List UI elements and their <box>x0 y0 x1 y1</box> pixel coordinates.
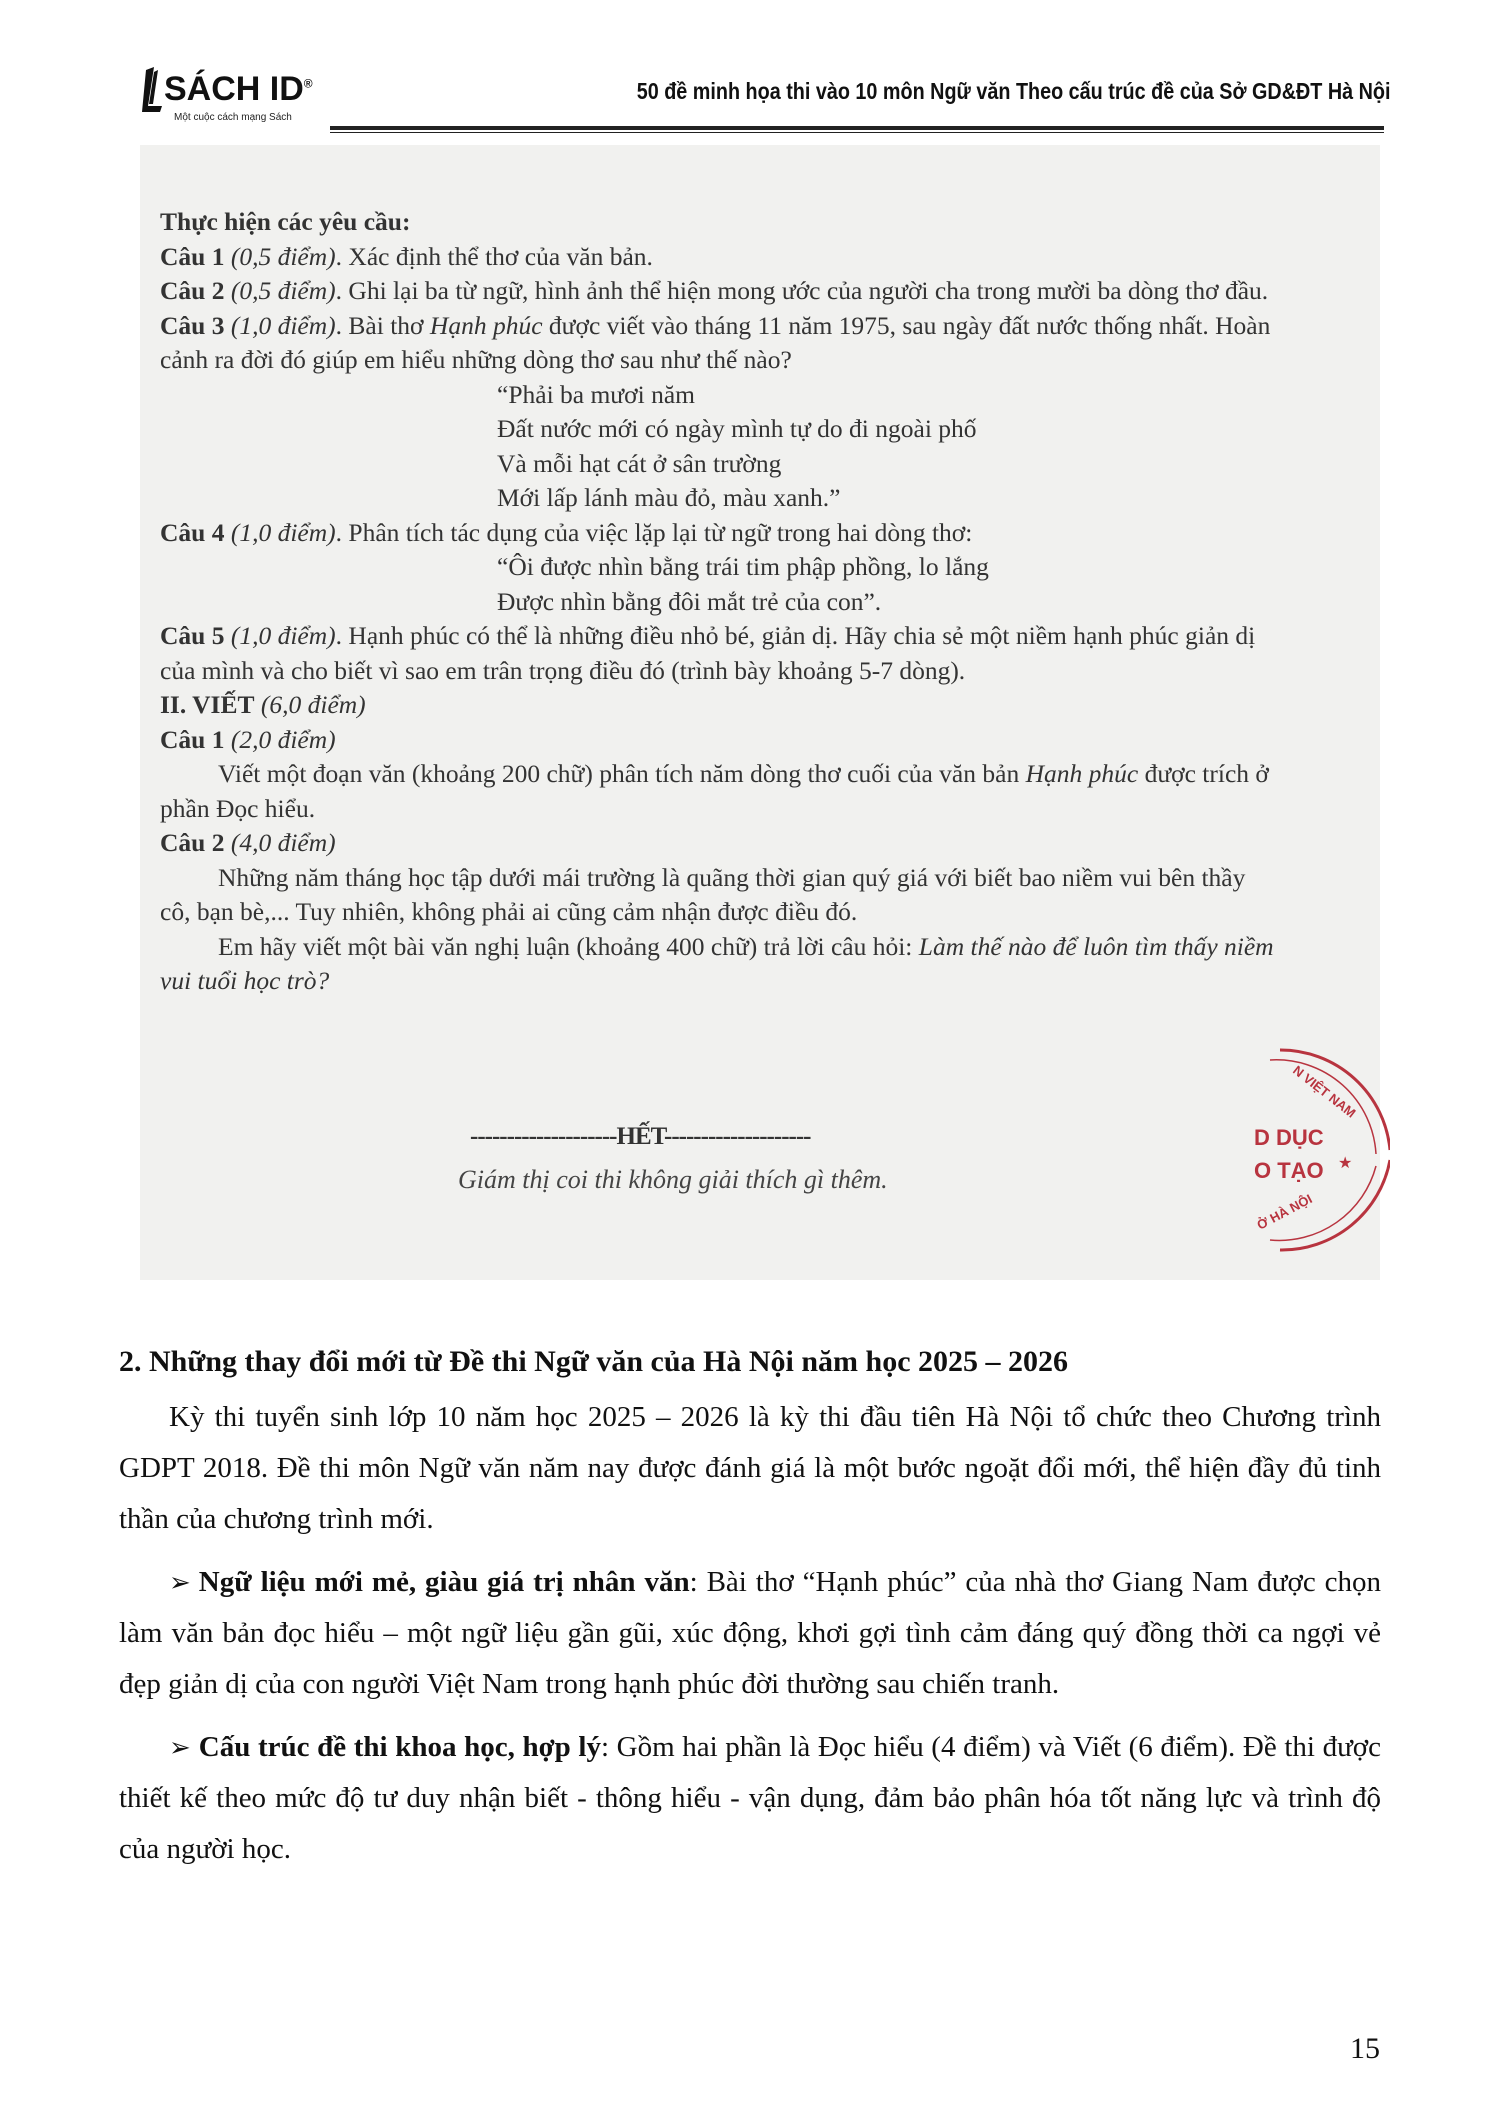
writing-question-1-text: Viết một đoạn văn (khoảng 200 chữ) phân tích năm dòng thơ cuối của văn bản Hạnh phúc được trích ở phần Đọc hiểu. <box>160 759 1269 823</box>
writing-question-2-para-2: Em hãy viết một bài văn nghị luận (khoảng 400 chữ) trả lời câu hỏi: Làm thế nào để luôn tìm thấy niềm vui tuổi học trò? <box>160 931 1274 995</box>
poem-line: Được nhìn bằng đôi mắt trẻ của con”. <box>497 586 882 616</box>
proctor-note: Giám thị coi thi không giải thích gì thêm. <box>458 1165 888 1194</box>
writing-question-2-para-1: Những năm tháng học tập dưới mái trường là quãng thời gian quý giá với biết bao niềm vui bên thầy cô, bạn bè,... Tuy nhiên, không phải ai cũng cảm nhận được điều đó. <box>160 862 1246 926</box>
official-seal-stamp <box>1240 1030 1390 1260</box>
question-2: Câu 2 (0,5 điểm). Ghi lại ba từ ngữ, hình ảnh thể hiện mong ước của người cha trong mười ba dòng thơ đầu. <box>160 276 1269 305</box>
logo-slogan: Một cuộc cách mạng Sách <box>174 112 292 123</box>
question-1: Câu 1 (0,5 điểm). Xác định thể thơ của văn bản. <box>160 241 653 271</box>
article-section <box>119 1340 1381 1887</box>
page-number: 15 <box>1350 2032 1380 2065</box>
poem-line: Và mỗi hạt cát ở sân trường <box>497 448 782 478</box>
end-marker: --------------------HẾT-------------------- <box>470 1123 811 1150</box>
page-header <box>0 0 1496 140</box>
poem-line: Đất nước mới có ngày mình tự do đi ngoài phố <box>497 414 977 443</box>
svg-text:D DỤC: D DỤC <box>1254 1125 1324 1150</box>
arrow-bullet-icon: ➢ <box>169 1733 191 1762</box>
book-title: 50 đề minh họa thi vào 10 môn Ngữ văn Theo cấu trúc đề của Sở GD&ĐT Hà Nội <box>636 78 1390 104</box>
svg-text:N VIỆT NAM: N VIỆT NAM <box>1290 1062 1359 1121</box>
header-divider <box>330 126 1384 130</box>
bullet-item: ➢ Ngữ liệu mới mẻ, giàu giá trị nhân văn: Bài thơ “Hạnh phúc” của nhà thơ Giang Nam được chọn làm văn bản đọc hiểu – một ngữ liệu gần gũi, xúc động, khơi gợi tình cảm đáng quý đồng thời ca ngợi vẻ đẹp giản dị của con người Việt Nam trong hạnh phúc đời thường sau chiến tranh. <box>119 1557 1381 1710</box>
writing-question-1-heading: Câu 1 (2,0 điểm) <box>160 724 336 754</box>
book-logo-icon <box>140 66 166 116</box>
svg-text:Ở HÀ NỘI: Ở HÀ NỘI <box>1254 1191 1315 1233</box>
section-heading: 2. Những thay đổi mới từ Đề thi Ngữ văn của Hà Nội năm học 2025 – 2026 <box>119 1345 1069 1378</box>
writing-question-2-heading: Câu 2 (4,0 điểm) <box>160 828 336 857</box>
poem-line: Mới lấp lánh màu đỏ, màu xanh.” <box>497 483 841 512</box>
bullet-item: ➢ Cấu trúc đề thi khoa học, hợp lý: Gồm hai phần là Đọc hiểu (4 điểm) và Viết (6 điểm). Đề thi được thiết kế theo mức độ tư duy nhận biết - thông hiểu - vận dụng, đảm bảo phân hóa tốt năng lực và trình độ của người học. <box>119 1722 1381 1875</box>
poem-line: “Phải ba mươi năm <box>497 379 695 409</box>
svg-text:★: ★ <box>1338 1155 1353 1172</box>
requirements-title: Thực hiện các yêu cầu: <box>160 207 411 236</box>
svg-text:O TẠO: O TẠO <box>1254 1158 1324 1183</box>
sach-id-logo <box>140 66 330 124</box>
poem-line: “Ôi được nhìn bằng trái tim phập phồng, lo lắng <box>497 552 989 581</box>
scanned-exam-image <box>140 145 1380 1280</box>
question-4: Câu 4 (1,0 điểm). Phân tích tác dụng của việc lặp lại từ ngữ trong hai dòng thơ: <box>160 517 973 547</box>
question-5: Câu 5 (1,0 điểm). Hạnh phúc có thể là những điều nhỏ bé, giản dị. Hãy chia sẻ một niềm hạnh phúc giản dị của mình và cho biết vì sao em trân trọng điều đó (trình bày khoảng 5-7 dòng). <box>160 621 1256 685</box>
header-divider-thin <box>330 132 1384 133</box>
part-2-heading: II. VIẾT (6,0 điểm) <box>160 690 366 719</box>
exam-questions <box>160 205 1280 999</box>
logo-text: SÁCH ID® <box>164 70 313 108</box>
arrow-bullet-icon: ➢ <box>169 1568 191 1597</box>
question-3: Câu 3 (1,0 điểm). Bài thơ Hạnh phúc được viết vào tháng 11 năm 1975, sau ngày đất nước thống nhất. Hoàn cảnh ra đời đó giúp em hiểu những dòng thơ sau như thế nào? <box>160 310 1271 374</box>
intro-paragraph: Kỳ thi tuyển sinh lớp 10 năm học 2025 – 2026 là kỳ thi đầu tiên Hà Nội tổ chức theo Chương trình GDPT 2018. Đề thi môn Ngữ văn năm nay được đánh giá là một bước ngoặt đổi mới, thể hiện đầy đủ tinh thần của chương trình mới. <box>119 1401 1381 1535</box>
